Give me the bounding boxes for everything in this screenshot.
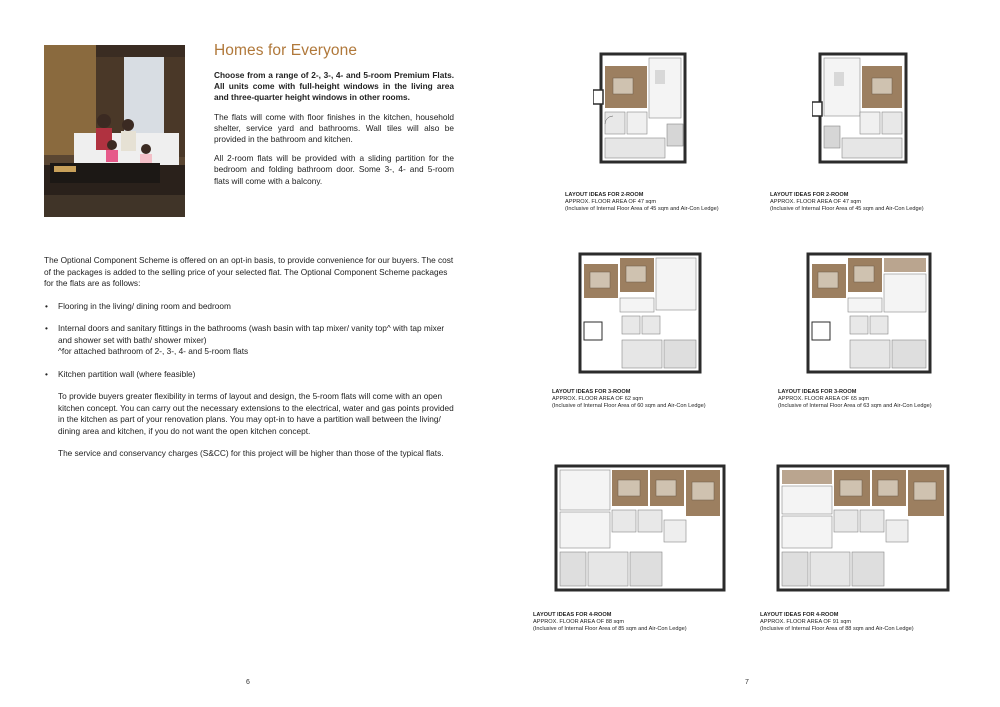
family-living-room-photo [44, 45, 185, 217]
plan-floor-area: APPROX. FLOOR AREA OF 62 sqm [552, 396, 644, 402]
floor-plan-3-room [572, 246, 708, 378]
footnote-text: ^for attached bathroom of 2-, 3-, 4- and 5-room flats [58, 346, 249, 356]
page-number: 6 [246, 679, 250, 686]
plan-caption-title: LAYOUT IDEAS FOR 3-ROOM [552, 389, 631, 395]
floor-plan-3-room-balcony [800, 246, 936, 378]
bullet-icon: • [45, 368, 48, 379]
plan-area-note: (Inclusive of Internal Floor Area of 60 sqm and Air-Con Ledge) [552, 403, 706, 409]
page-title: Homes for Everyone [214, 42, 358, 59]
plan-area-note: (Inclusive of Internal Floor Area of 63 sqm and Air-Con Ledge) [778, 403, 932, 409]
list-item-text: Internal doors and sanitary fittings in the bathrooms (wash basin with tap mixer/ vanity top^ with tap mixer and shower set with bath/ shower mixer) [58, 323, 445, 345]
package-list [44, 301, 454, 381]
list-item-text: Kitchen partition wall (where feasible) [58, 368, 196, 379]
intro-paragraph: Choose from a range of 2-, 3-, 4- and 5-room Premium Flats. All units come with full-height windows in the living area and three-quarter height windows in other rooms. [214, 70, 454, 103]
scc-paragraph: The service and conservancy charges (S&CC) for this project will be higher than those of the typical flats. [58, 448, 444, 458]
plan-caption [760, 612, 914, 633]
floor-plan-2-room [593, 50, 695, 168]
intro-paragraph: The flats will come with floor finishes in the kitchen, household shelter, service yard and bathrooms. Wall tiles will also be provided in the bathroom and kitchen. [214, 111, 454, 145]
plan-area-note: (Inclusive of Internal Floor Area of 85 sqm and Air-Con Ledge) [533, 626, 687, 632]
scheme-lead-paragraph: The Optional Component Scheme is offered on an opt-in basis, to provide convenience for our buyers. The cost of the packages is added to the selling price of your selected flat. The Optional Component Scheme packages for the flats are as follows: [44, 255, 454, 288]
intro-text [214, 70, 454, 195]
page-number: 7 [745, 679, 749, 686]
plan-floor-area: APPROX. FLOOR AREA OF 88 sqm [533, 619, 625, 625]
plan-area-note: (Inclusive of Internal Floor Area of 45 sqm and Air-Con Ledge) [770, 206, 924, 212]
intro-paragraph: All 2-room flats will be provided with a sliding partition for the bedroom and folding bathroom door. Some 3-, 4- and 5-room flats will come with a balcony. [214, 153, 454, 186]
floor-plan-4-room [548, 458, 730, 598]
plan-caption-title: LAYOUT IDEAS FOR 2-ROOM [770, 192, 849, 198]
plan-caption-title: LAYOUT IDEAS FOR 3-ROOM [778, 389, 857, 395]
optional-component-scheme [44, 255, 454, 471]
plan-area-note: (Inclusive of Internal Floor Area of 45 sqm and Air-Con Ledge) [565, 206, 719, 212]
bullet-icon: • [45, 300, 48, 311]
plan-area-note: (Inclusive of Internal Floor Area of 88 sqm and Air-Con Ledge) [760, 626, 914, 632]
list-item [44, 323, 454, 358]
plan-caption [533, 612, 687, 633]
floor-plan-2-room-alt [812, 50, 916, 168]
plan-caption [552, 389, 706, 410]
plan-floor-area: APPROX. FLOOR AREA OF 47 sqm [770, 199, 862, 205]
list-item [44, 369, 454, 381]
plan-floor-area: APPROX. FLOOR AREA OF 65 sqm [778, 396, 870, 402]
bullet-icon: • [45, 323, 48, 333]
plan-floor-area: APPROX. FLOOR AREA OF 47 sqm [565, 199, 657, 205]
list-item-text: Flooring in the living/ dining room and bedroom [58, 300, 231, 311]
plan-caption [565, 192, 719, 213]
plan-caption [778, 389, 932, 410]
list-item [44, 301, 454, 313]
flexibility-paragraph: To provide buyers greater flexibility in terms of layout and design, the 5-room flats will come with an open kitchen concept. You can carry out the necessary extensions to the electrical, water and gas points provided in the kitchen as part of your renovation plans. You may opt-in to have a partition wall between the living/ dining area and kitchen, if you do not want the open kitchen concept. [58, 391, 454, 436]
plan-caption [770, 192, 924, 213]
right-page [500, 0, 1000, 707]
plan-caption-title: LAYOUT IDEAS FOR 4-ROOM [533, 612, 612, 618]
plan-caption-title: LAYOUT IDEAS FOR 4-ROOM [760, 612, 839, 618]
plan-floor-area: APPROX. FLOOR AREA OF 91 sqm [760, 619, 852, 625]
plan-caption-title: LAYOUT IDEAS FOR 2-ROOM [565, 192, 644, 198]
floor-plan-4-room-balcony [770, 458, 954, 598]
